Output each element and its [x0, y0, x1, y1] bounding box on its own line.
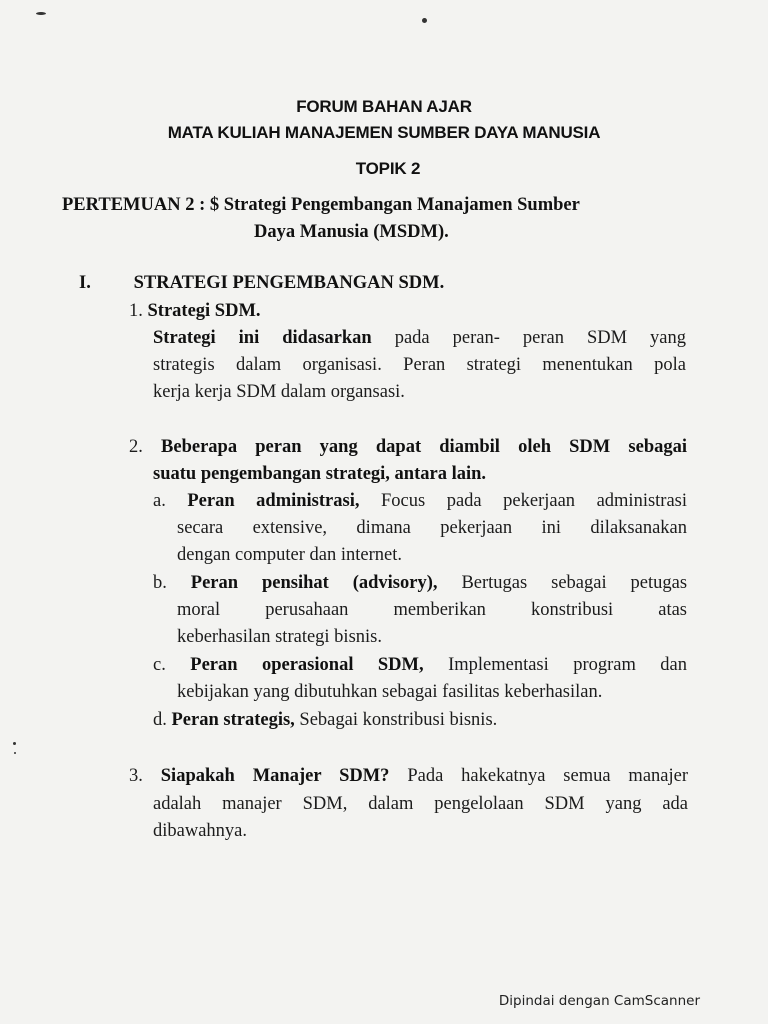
pertemuan-label: PERTEMUAN 2 :: [62, 195, 206, 215]
scan-speck: [36, 12, 46, 15]
item-2-title-line-1: 2. Beberapa peran yang dapat diambil oleh SDM sebagai: [129, 437, 688, 457]
header-line-2: MATA KULIAH MANAJEMEN SUMBER DAYA MANUSIA: [167, 123, 601, 142]
camscanner-watermark: Dipindai dengan CamScanner: [498, 993, 700, 1009]
item-2-title-line-2: suatu pengembangan strategi, antara lain.: [153, 464, 487, 484]
item-1-title-text: Strategi SDM.: [147, 301, 261, 321]
scan-speck: [14, 752, 16, 754]
item-2c-marker: c.: [153, 655, 166, 675]
section-title: STRATEGI PENGEMBANGAN SDM.: [133, 273, 445, 293]
item-2a-line-1: a. Peran administrasi, Focus pada pekerjaan administrasi: [153, 491, 688, 511]
item-2b-line-3: keberhasilan strategi bisnis.: [177, 627, 382, 647]
item-2c-line-1: c. Peran operasional SDM, Implementasi program dan: [153, 655, 688, 675]
item-2b-line-2: moral perusahaan memberikan konstribusi atas: [177, 600, 687, 620]
pertemuan-title-line-2: Daya Manusia (MSDM).: [254, 222, 449, 242]
scan-speck: [13, 742, 16, 745]
pertemuan-heading: [62, 192, 702, 246]
pertemuan-title-line-1: $ Strategi Pengembangan Manajamen Sumber: [209, 195, 580, 215]
item-3-line-1: 3. Siapakah Manajer SDM? Pada hakekatnya semua manajer: [129, 766, 689, 786]
item-1-number: 1.: [129, 301, 143, 321]
item-2a-line-2: secara extensive, dimana pekerjaan ini dilaksanakan: [177, 518, 687, 538]
scan-speck: [422, 18, 427, 23]
item-2c-line-2: kebijakan yang dibutuhkan sebagai fasilitas keberhasilan.: [177, 682, 603, 702]
item-2a-marker: a.: [153, 491, 166, 511]
item-2d-line-1: d. Peran strategis, Sebagai konstribusi bisnis.: [153, 710, 498, 730]
item-3-number: 3.: [129, 766, 143, 786]
item-1-text-line-3: kerja kerja SDM dalam organsasi.: [153, 382, 405, 402]
item-1-title: [129, 298, 261, 325]
item-2d-marker: d.: [153, 710, 167, 730]
header-line-3: TOPIK 2: [355, 159, 421, 178]
item-2b-line-1: b. Peran pensihat (advisory), Bertugas sebagai petugas: [153, 573, 688, 593]
item-1-text-line-1: Strategi ini didasarkan pada peran- peran SDM yang: [153, 328, 687, 348]
section-numeral: I.: [79, 273, 91, 293]
item-2b-marker: b.: [153, 573, 167, 593]
item-1-text-line-2: strategis dalam organisasi. Peran strategi menentukan pola: [153, 355, 686, 375]
item-1-bold-lead: Strategi ini didasarkan: [153, 328, 372, 348]
section-heading: [79, 273, 444, 294]
item-2-number: 2.: [129, 437, 143, 457]
item-2a-line-3: dengan computer dan internet.: [177, 545, 402, 565]
item-3-line-2: adalah manajer SDM, dalam pengelolaan SDM yang ada: [153, 794, 688, 814]
item-3-line-3: dibawahnya.: [153, 821, 248, 841]
header-line-1: FORUM BAHAN AJAR: [296, 97, 472, 116]
